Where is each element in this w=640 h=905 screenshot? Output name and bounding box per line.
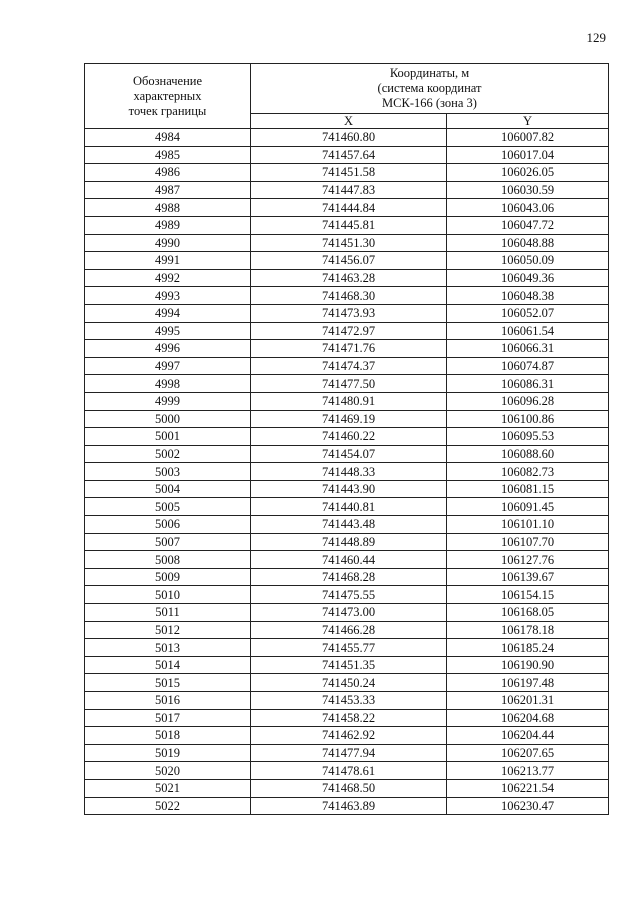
point-number-cell: 5005 xyxy=(85,498,251,516)
table-row xyxy=(85,639,609,657)
x-coordinate-cell: 741448.33 xyxy=(251,463,447,481)
x-coordinate-cell: 741473.93 xyxy=(251,304,447,322)
y-coordinate-cell: 106213.77 xyxy=(447,762,609,780)
table-row xyxy=(85,762,609,780)
point-number-cell: 4995 xyxy=(85,322,251,340)
table-row xyxy=(85,551,609,569)
y-coordinate-cell: 106101.10 xyxy=(447,516,609,534)
table-row xyxy=(85,604,609,622)
point-number-cell: 5018 xyxy=(85,727,251,745)
x-coordinate-cell: 741447.83 xyxy=(251,181,447,199)
point-number-cell: 4998 xyxy=(85,375,251,393)
y-coordinate-cell: 106154.15 xyxy=(447,586,609,604)
table-row xyxy=(85,480,609,498)
x-coordinate-cell: 741468.30 xyxy=(251,287,447,305)
x-coordinate-cell: 741475.55 xyxy=(251,586,447,604)
x-column-header: X xyxy=(251,114,447,129)
x-coordinate-cell: 741451.58 xyxy=(251,164,447,182)
x-coordinate-cell: 741457.64 xyxy=(251,146,447,164)
y-coordinate-cell: 106207.65 xyxy=(447,744,609,762)
y-coordinate-cell: 106026.05 xyxy=(447,164,609,182)
point-number-cell: 5003 xyxy=(85,463,251,481)
x-coordinate-cell: 741463.28 xyxy=(251,269,447,287)
table-body xyxy=(85,129,609,815)
y-coordinate-cell: 106017.04 xyxy=(447,146,609,164)
y-coordinate-cell: 106178.18 xyxy=(447,621,609,639)
y-coordinate-cell: 106007.82 xyxy=(447,129,609,147)
table-row xyxy=(85,797,609,815)
x-coordinate-cell: 741466.28 xyxy=(251,621,447,639)
table-row xyxy=(85,516,609,534)
point-number-cell: 5012 xyxy=(85,621,251,639)
x-coordinate-cell: 741443.48 xyxy=(251,516,447,534)
x-coordinate-cell: 741477.50 xyxy=(251,375,447,393)
point-number-cell: 4993 xyxy=(85,287,251,305)
x-coordinate-cell: 741480.91 xyxy=(251,392,447,410)
header-line: МСК-166 (зона 3) xyxy=(382,96,477,110)
table-row xyxy=(85,744,609,762)
x-coordinate-cell: 741478.61 xyxy=(251,762,447,780)
y-coordinate-cell: 106043.06 xyxy=(447,199,609,217)
table-row xyxy=(85,252,609,270)
y-coordinate-cell: 106061.54 xyxy=(447,322,609,340)
x-coordinate-cell: 741460.22 xyxy=(251,428,447,446)
point-number-cell: 5011 xyxy=(85,604,251,622)
y-coordinate-cell: 106095.53 xyxy=(447,428,609,446)
table-row xyxy=(85,164,609,182)
x-coordinate-cell: 741473.00 xyxy=(251,604,447,622)
x-coordinate-cell: 741455.77 xyxy=(251,639,447,657)
x-coordinate-cell: 741469.19 xyxy=(251,410,447,428)
point-number-cell: 5000 xyxy=(85,410,251,428)
boundary-points-table xyxy=(84,63,609,815)
x-coordinate-cell: 741474.37 xyxy=(251,357,447,375)
table-row xyxy=(85,727,609,745)
x-coordinate-cell: 741477.94 xyxy=(251,744,447,762)
point-number-cell: 5015 xyxy=(85,674,251,692)
y-coordinate-cell: 106168.05 xyxy=(447,604,609,622)
y-coordinate-cell: 106048.88 xyxy=(447,234,609,252)
table-row xyxy=(85,287,609,305)
table-row xyxy=(85,656,609,674)
point-designation-header xyxy=(85,64,251,129)
point-number-cell: 4994 xyxy=(85,304,251,322)
x-coordinate-cell: 741468.50 xyxy=(251,779,447,797)
x-coordinate-cell: 741460.80 xyxy=(251,129,447,147)
table-row xyxy=(85,304,609,322)
x-coordinate-cell: 741453.33 xyxy=(251,692,447,710)
table-row xyxy=(85,692,609,710)
point-number-cell: 5004 xyxy=(85,480,251,498)
point-number-cell: 5014 xyxy=(85,656,251,674)
point-number-cell: 5020 xyxy=(85,762,251,780)
header-line: Координаты, м xyxy=(389,66,470,80)
point-number-cell: 5010 xyxy=(85,586,251,604)
x-coordinate-cell: 741448.89 xyxy=(251,533,447,551)
x-coordinate-cell: 741440.81 xyxy=(251,498,447,516)
table-row xyxy=(85,269,609,287)
point-number-cell: 4985 xyxy=(85,146,251,164)
header-line: (система координат xyxy=(377,81,482,95)
table-row xyxy=(85,674,609,692)
point-number-cell: 4992 xyxy=(85,269,251,287)
header-line: точек границы xyxy=(128,103,207,118)
y-coordinate-cell: 106082.73 xyxy=(447,463,609,481)
x-coordinate-cell: 741451.35 xyxy=(251,656,447,674)
table-row xyxy=(85,129,609,147)
table-row xyxy=(85,234,609,252)
x-coordinate-cell: 741472.97 xyxy=(251,322,447,340)
point-number-cell: 5008 xyxy=(85,551,251,569)
point-number-cell: 5021 xyxy=(85,779,251,797)
table-row xyxy=(85,181,609,199)
y-coordinate-cell: 106221.54 xyxy=(447,779,609,797)
table-row xyxy=(85,533,609,551)
y-coordinate-cell: 106204.68 xyxy=(447,709,609,727)
x-coordinate-cell: 741456.07 xyxy=(251,252,447,270)
table-row xyxy=(85,357,609,375)
y-coordinate-cell: 106127.76 xyxy=(447,551,609,569)
point-number-cell: 4989 xyxy=(85,216,251,234)
x-coordinate-cell: 741462.92 xyxy=(251,727,447,745)
table-row xyxy=(85,568,609,586)
point-number-cell: 4999 xyxy=(85,392,251,410)
table-row xyxy=(85,216,609,234)
y-coordinate-cell: 106086.31 xyxy=(447,375,609,393)
table-row xyxy=(85,498,609,516)
point-number-cell: 5006 xyxy=(85,516,251,534)
table-row xyxy=(85,463,609,481)
coordinates-header xyxy=(251,64,609,114)
header-line: характерных xyxy=(133,88,202,103)
header-line: Обозначение xyxy=(132,73,203,88)
x-coordinate-cell: 741443.90 xyxy=(251,480,447,498)
x-coordinate-cell: 741444.84 xyxy=(251,199,447,217)
y-coordinate-cell: 106230.47 xyxy=(447,797,609,815)
y-coordinate-cell: 106100.86 xyxy=(447,410,609,428)
y-coordinate-cell: 106190.90 xyxy=(447,656,609,674)
table-row xyxy=(85,586,609,604)
point-number-cell: 4991 xyxy=(85,252,251,270)
x-coordinate-cell: 741445.81 xyxy=(251,216,447,234)
table-row xyxy=(85,146,609,164)
table-row xyxy=(85,621,609,639)
table-row xyxy=(85,709,609,727)
point-number-cell: 4990 xyxy=(85,234,251,252)
page-number: 129 xyxy=(586,30,606,45)
y-coordinate-cell: 106052.07 xyxy=(447,304,609,322)
x-coordinate-cell: 741460.44 xyxy=(251,551,447,569)
point-number-cell: 5007 xyxy=(85,533,251,551)
point-number-cell: 5002 xyxy=(85,445,251,463)
y-column-header: Y xyxy=(447,114,609,129)
y-coordinate-cell: 106048.38 xyxy=(447,287,609,305)
point-number-cell: 5013 xyxy=(85,639,251,657)
x-coordinate-cell: 741450.24 xyxy=(251,674,447,692)
y-coordinate-cell: 106091.45 xyxy=(447,498,609,516)
table-row xyxy=(85,410,609,428)
y-coordinate-cell: 106050.09 xyxy=(447,252,609,270)
x-coordinate-cell: 741458.22 xyxy=(251,709,447,727)
table-header-row xyxy=(85,64,609,114)
y-coordinate-cell: 106204.44 xyxy=(447,727,609,745)
y-coordinate-cell: 106088.60 xyxy=(447,445,609,463)
y-coordinate-cell: 106049.36 xyxy=(447,269,609,287)
x-coordinate-cell: 741454.07 xyxy=(251,445,447,463)
point-number-cell: 4996 xyxy=(85,340,251,358)
point-number-cell: 5009 xyxy=(85,568,251,586)
y-coordinate-cell: 106107.70 xyxy=(447,533,609,551)
point-number-cell: 5017 xyxy=(85,709,251,727)
y-coordinate-cell: 106139.67 xyxy=(447,568,609,586)
table-row xyxy=(85,340,609,358)
y-coordinate-cell: 106096.28 xyxy=(447,392,609,410)
point-number-cell: 4997 xyxy=(85,357,251,375)
x-coordinate-cell: 741471.76 xyxy=(251,340,447,358)
y-coordinate-cell: 106081.15 xyxy=(447,480,609,498)
point-number-cell: 5019 xyxy=(85,744,251,762)
point-number-cell: 5022 xyxy=(85,797,251,815)
x-coordinate-cell: 741468.28 xyxy=(251,568,447,586)
y-coordinate-cell: 106047.72 xyxy=(447,216,609,234)
point-number-cell: 4987 xyxy=(85,181,251,199)
table-row xyxy=(85,322,609,340)
table-row xyxy=(85,392,609,410)
y-coordinate-cell: 106066.31 xyxy=(447,340,609,358)
point-number-cell: 4986 xyxy=(85,164,251,182)
point-number-cell: 5016 xyxy=(85,692,251,710)
table-row xyxy=(85,445,609,463)
table-row xyxy=(85,779,609,797)
point-number-cell: 5001 xyxy=(85,428,251,446)
y-coordinate-cell: 106030.59 xyxy=(447,181,609,199)
y-coordinate-cell: 106197.48 xyxy=(447,674,609,692)
y-coordinate-cell: 106201.31 xyxy=(447,692,609,710)
point-number-cell: 4984 xyxy=(85,129,251,147)
x-coordinate-cell: 741451.30 xyxy=(251,234,447,252)
table-row xyxy=(85,199,609,217)
point-number-cell: 4988 xyxy=(85,199,251,217)
y-coordinate-cell: 106074.87 xyxy=(447,357,609,375)
table-row xyxy=(85,428,609,446)
y-coordinate-cell: 106185.24 xyxy=(447,639,609,657)
table-row xyxy=(85,375,609,393)
x-coordinate-cell: 741463.89 xyxy=(251,797,447,815)
